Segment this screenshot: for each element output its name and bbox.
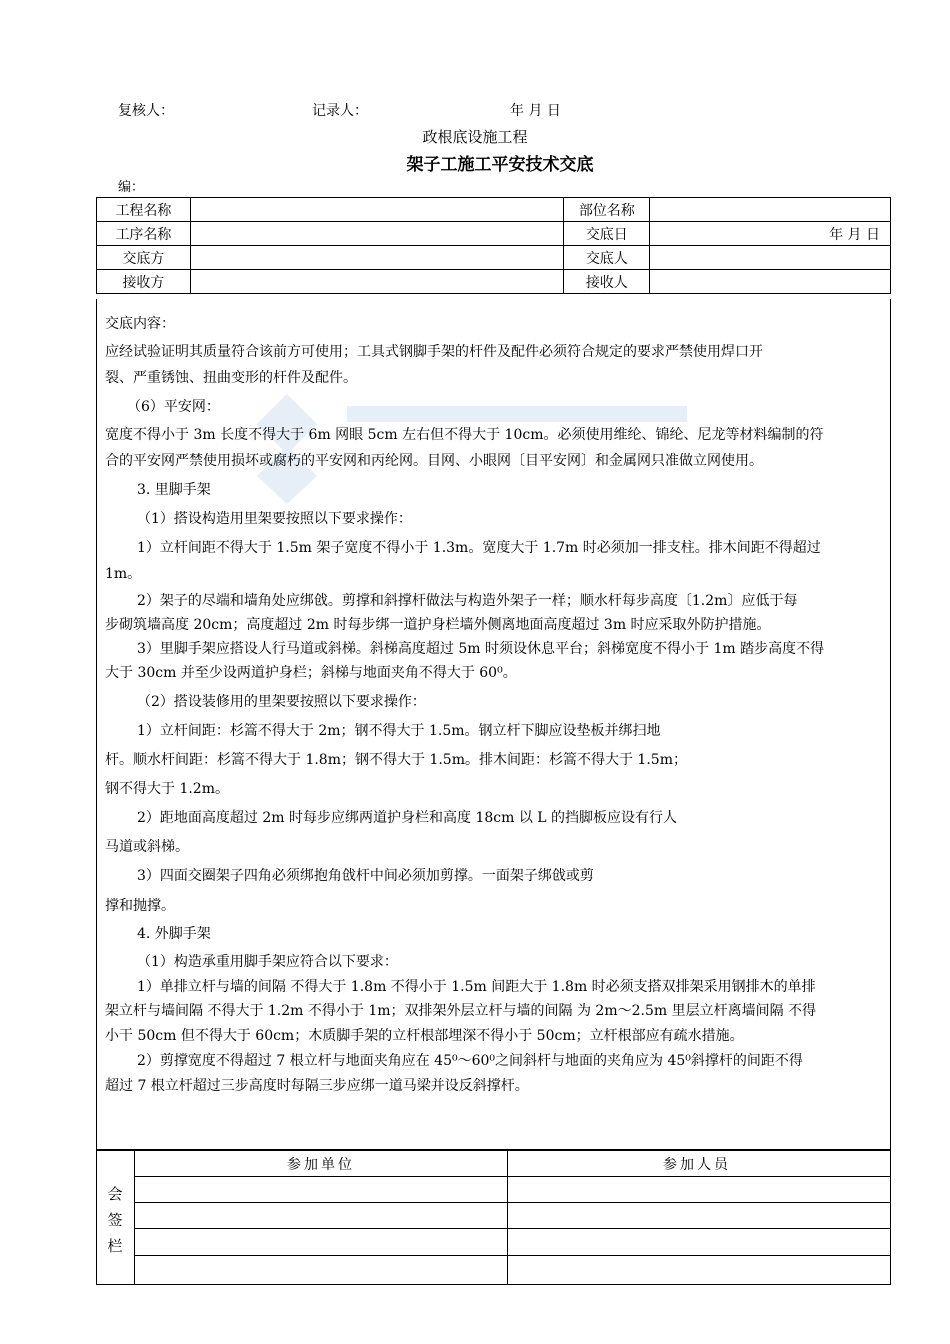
countersign-table [96, 1150, 891, 1285]
content-line: 1）单排立杆与墙的间隔 不得大于 1.8m 不得小于 1.5m 间距大于 1.8m 时必须支搭双排架采用钢排木的单排 [137, 979, 816, 995]
header-date: 年 月 日 [510, 103, 561, 119]
content-line: 应经试验证明其质量符合该前方可使用；工具式钢脚手架的杆件及配件必须符合规定的要求严禁使用焊口开 [105, 344, 763, 360]
receiver-value[interactable] [650, 270, 891, 294]
content-line: （1）构造承重用脚手架应符合以下要求： [137, 954, 398, 970]
table-row [97, 222, 891, 246]
content-line: 杆。顺水杆间距：杉篙不得大于 1.8m；钢不得大于 1.5m。排木间距：杉篙不得大于 1.5m； [105, 752, 687, 768]
column-header-people: 参加人员 [663, 1157, 731, 1173]
content-line: 3. 里脚手架 [137, 482, 211, 498]
content-line: 大于 30cm 并至少设两道护身栏；斜梯与地面夹角不得大于 60⁰。 [105, 665, 517, 681]
content-line: 3）四面交圈架子四角必须绑抱角戗杆中间必须加剪撑。一面架子绑戗或剪 [137, 868, 594, 884]
table-row [97, 246, 891, 270]
project-name-label: 工程名称 [97, 198, 191, 222]
receiving-party-value[interactable] [190, 270, 563, 294]
document-subtitle: 政根底设施工程 [422, 128, 528, 146]
content-line: 小干 50cm 但不得大于 60cm；木质脚手架的立杆根部埋深不得小于 50cm；立杆根部应有疏水措施。 [105, 1028, 744, 1044]
handover-person-label: 交底人 [564, 246, 650, 270]
table-row [97, 270, 891, 294]
content-line: 1m。 [105, 566, 142, 582]
editor-label: 编： [118, 180, 145, 195]
watermark-logo [247, 384, 707, 504]
column-header-unit: 参加单位 [287, 1157, 355, 1173]
row-divider [134, 1228, 890, 1229]
handover-party-label: 交底方 [97, 246, 191, 270]
reviewer-label: 复核人： [118, 103, 174, 119]
handover-date-label: 交底日 [564, 222, 650, 246]
content-line: （1）搭设构造用里架要按照以下要求操作： [137, 511, 412, 527]
content-line: 4. 外脚手架 [137, 926, 211, 942]
table-row [97, 198, 891, 222]
part-name-label: 部位名称 [564, 198, 650, 222]
content-line: 1）立杆间距：杉篙不得大于 2m；钢不得大于 1.5m。钢立杆下脚应设垫板并绑扫地 [137, 723, 661, 739]
content-line: 2）架子的尽端和墙角处应绑戗。剪撑和斜撑杆做法与构造外架子一样；顺水杆每步高度〔1.2m〕应低于每 [137, 593, 798, 609]
document-title: 架子工施工平安技术交底 [406, 155, 594, 175]
content-line: 架立杆与墙间隔 不得大于 1.2m 不得小于 1m；双排架外层立杆与墙的间隔 为 2m～2.5m 里层立杆离墙间隔 不得 [105, 1003, 817, 1019]
countersign-side-cell [97, 1151, 135, 1284]
recorder-label: 记录人： [312, 103, 368, 119]
content-line: 撑和抛撑。 [105, 898, 175, 914]
content-line: 裂、严重锈蚀、扭曲变形的杆件及配件。 [105, 370, 357, 386]
part-name-value[interactable] [650, 198, 891, 222]
row-divider [134, 1255, 890, 1256]
content-line: 1）立杆间距不得大于 1.5m 架子宽度不得小于 1.3m。宽度大于 1.7m 时必须加一排支柱。排木间距不得超过 [137, 540, 821, 556]
content-line: 步砌筑墙高度 20cm；高度超过 2m 时每步绑一道护身栏墙外侧离地面高度超过 3m 时应采取外防护措施。 [105, 617, 771, 633]
receiving-party-label: 接收方 [97, 270, 191, 294]
handover-date-value[interactable]: 年 月 日 [650, 222, 891, 246]
handover-person-value[interactable] [650, 246, 891, 270]
content-line: 宽度不得小于 3m 长度不得大于 6m 网眼 5cm 左右但不得大于 10cm。必须使用维纶、锦纶、尼龙等材料编制的符 [105, 427, 824, 443]
content-line: （6）平安网： [127, 399, 220, 415]
content-line: 3）里脚手架应搭设人行马道或斜梯。斜梯高度超过 5m 时须设休息平台；斜梯宽度不得小于 1m 踏步高度不得 [137, 641, 825, 657]
project-name-value[interactable] [190, 198, 563, 222]
info-table [96, 197, 891, 294]
row-divider [134, 1202, 890, 1203]
content-line: （2）搭设装修用的里架要按照以下要求操作： [137, 694, 426, 710]
countersign-label: 会 签 栏 [107, 1185, 123, 1255]
receiver-label: 接收人 [564, 270, 650, 294]
content-line: 钢不得大于 1.2m。 [105, 781, 229, 797]
handover-content [96, 299, 891, 1150]
process-name-value[interactable] [190, 222, 563, 246]
content-line: 马道或斜梯。 [105, 839, 189, 855]
content-line: 合的平安网严禁使用损坏或腐朽的平安网和丙纶网。目网、小眼网〔目平安网〕和金属网只准做立网使用。 [105, 453, 763, 469]
column-divider [507, 1151, 508, 1284]
content-line: 超过 7 根立杆超过三步高度时每隔三步应绑一道马梁并设反斜撑杆。 [105, 1078, 529, 1094]
process-name-label: 工序名称 [97, 222, 191, 246]
content-label: 交底内容： [105, 316, 175, 332]
content-line: 2）剪撑宽度不得超过 7 根立杆与地面夹角应在 45⁰～60⁰之间斜杆与地面的夹角应为 45⁰斜撑杆的间距不得 [137, 1053, 803, 1069]
content-line: 2）距地面高度超过 2m 时每步应绑两道护身栏和高度 18cm 以 L 的挡脚板应设有行人 [137, 810, 678, 826]
row-divider [134, 1176, 890, 1177]
handover-party-value[interactable] [190, 246, 563, 270]
